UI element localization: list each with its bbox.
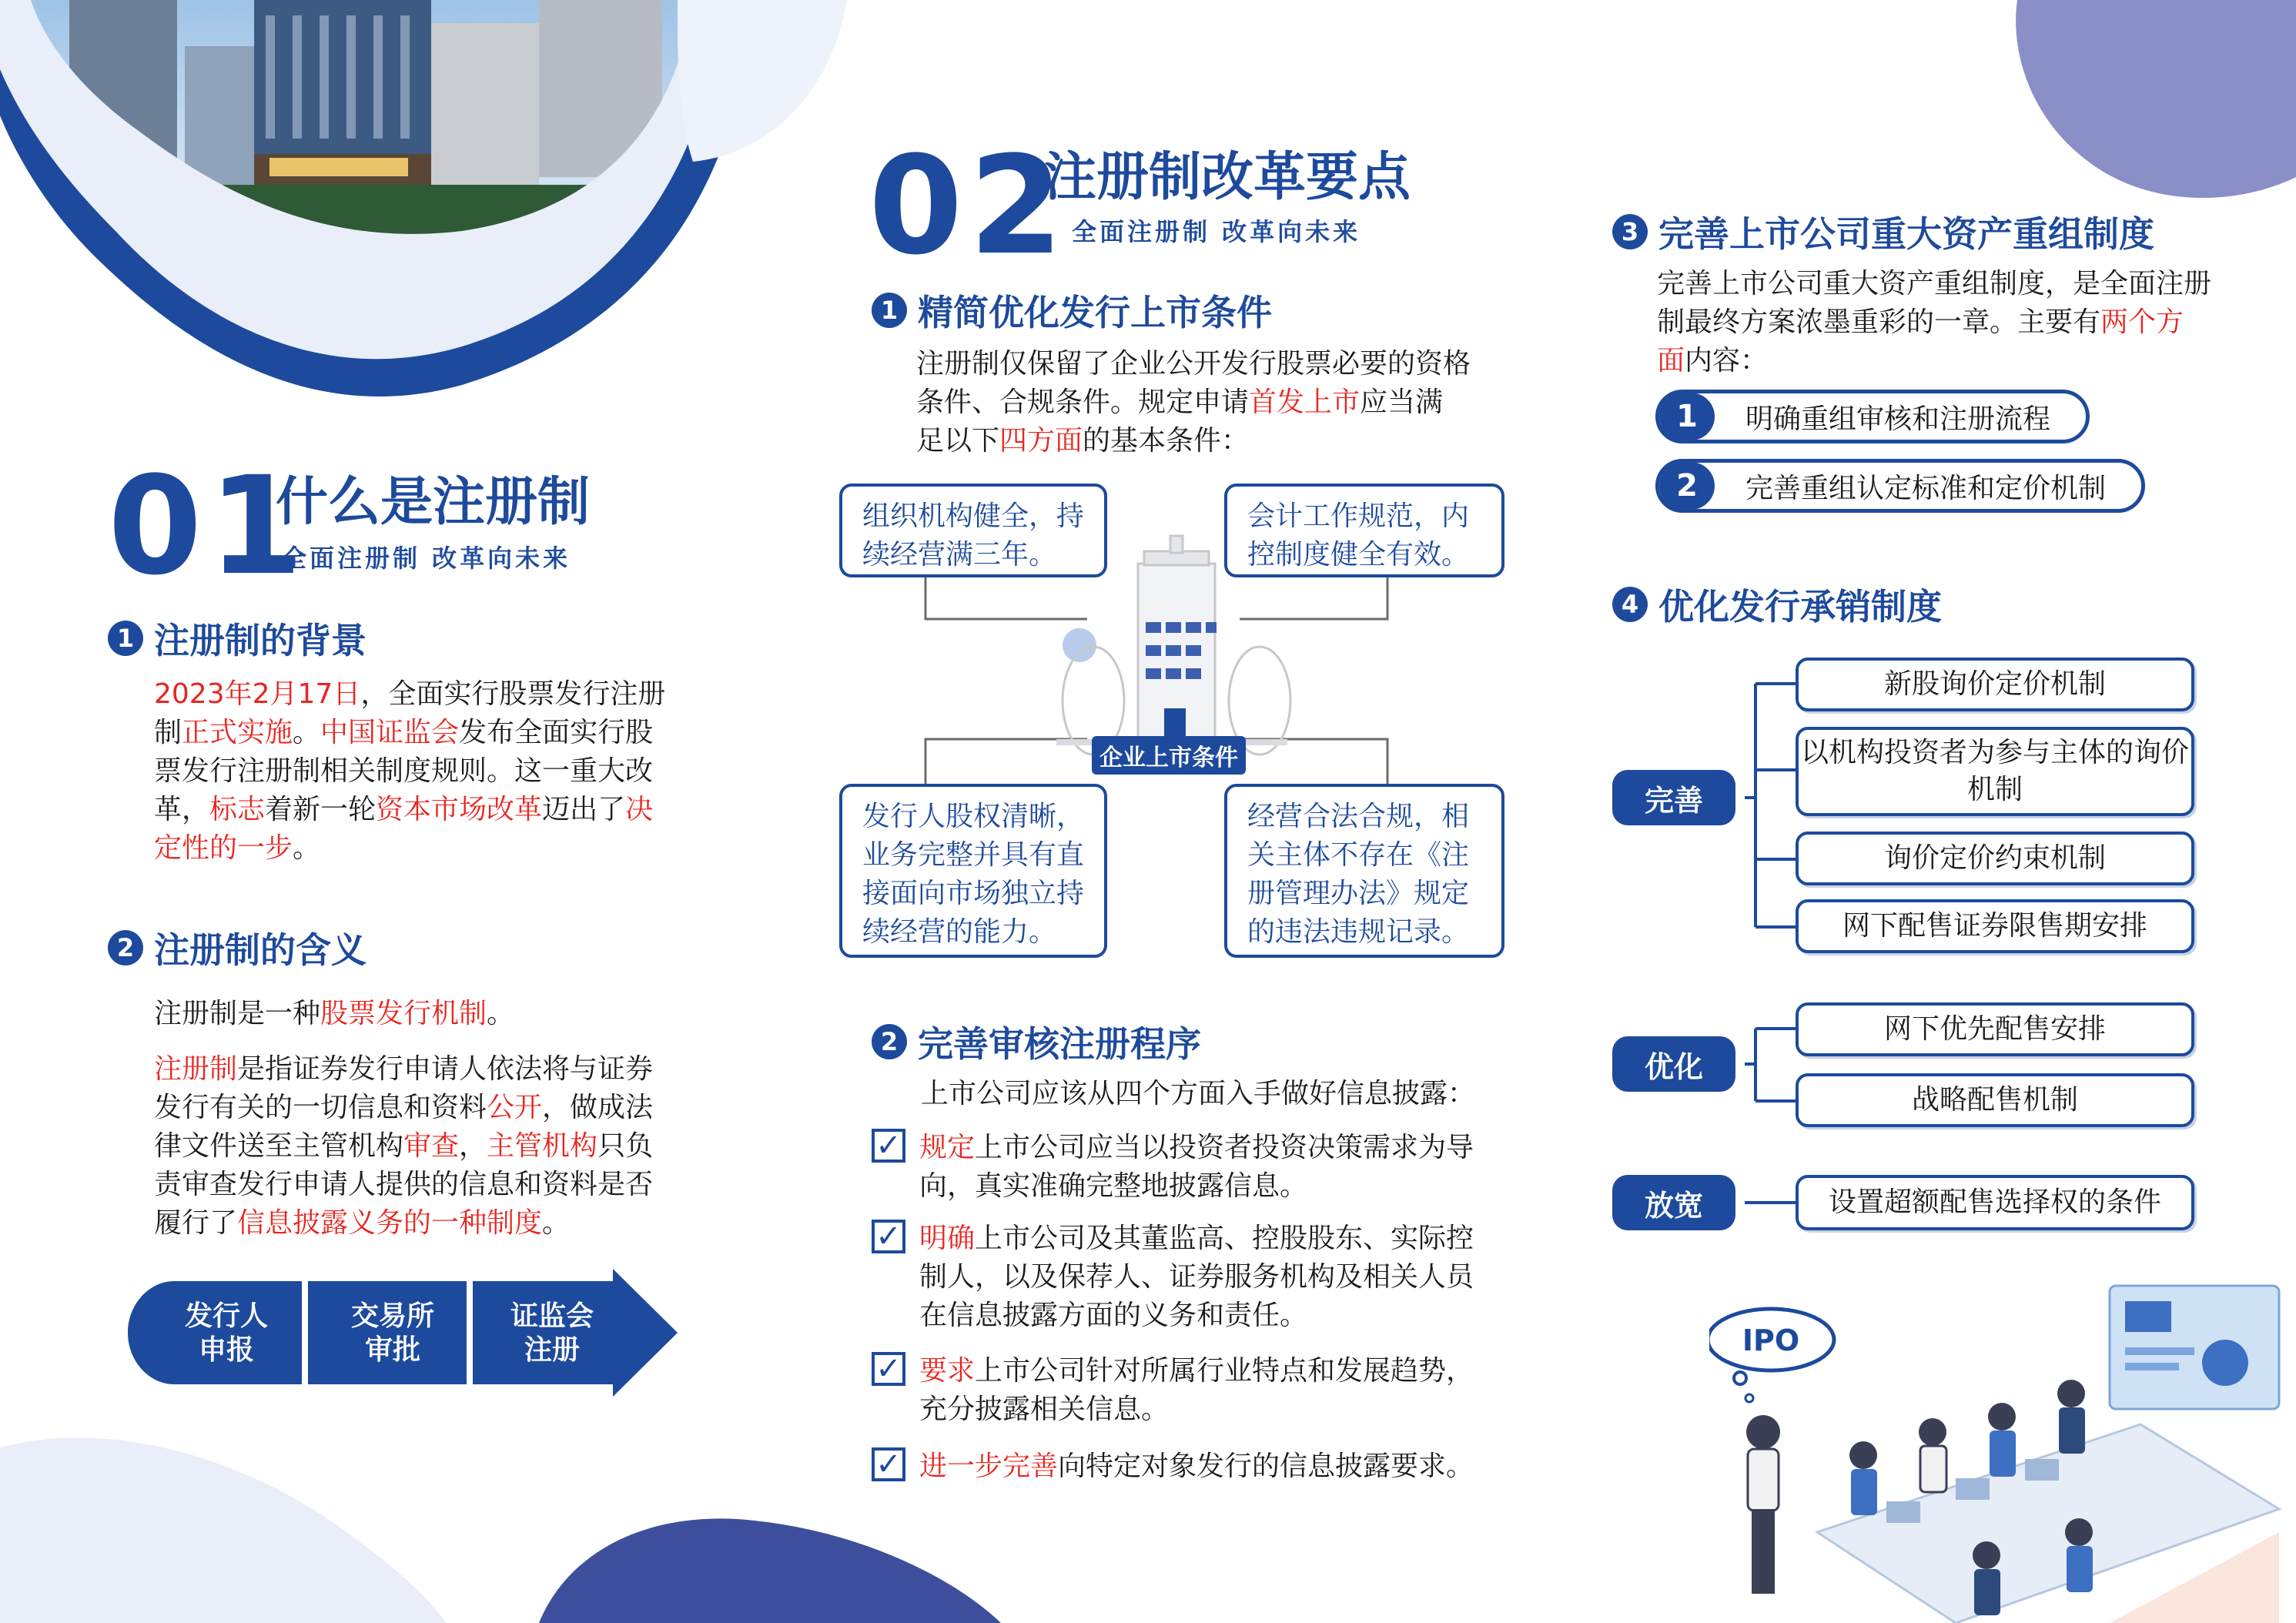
option-box: 设置超额配售选择权的条件: [1796, 1175, 2194, 1230]
review-item-text: [919, 1220, 1488, 1335]
heading-text: 优化发行承销制度: [1658, 586, 1942, 627]
heading-conditions: [872, 285, 1272, 336]
flow-step-3: [471, 1300, 633, 1367]
text: 。: [487, 998, 515, 1029]
section-subtitle-02: 全面注册制 改革向未来: [1072, 217, 1361, 246]
heading-background: [108, 613, 366, 664]
red-text: 信息披露义务的一种制度: [237, 1207, 543, 1239]
condition-box-4: 经营合法合规，相关主体不存在《注册管理办法》规定的违法违规记录。: [1224, 784, 1504, 958]
red-text: 2023年2月17日: [154, 678, 361, 710]
option-box: 战略配售机制: [1796, 1073, 2194, 1127]
flow-step-line: 注册: [524, 1334, 580, 1366]
text: 向特定对象发行的信息披露要求。: [1058, 1451, 1474, 1482]
text: 上市公司及其董监高、控股股东、实际控制人，以及保荐人、证券服务机构及相关人员在信息披露方面的义务和责任。: [919, 1223, 1474, 1331]
item-number: 2: [1659, 462, 1715, 510]
category-label-improve: 完善: [1612, 770, 1735, 825]
text: 迈出了: [542, 794, 626, 825]
text: 只负责审查发行申请人提供的信息和资料是否履行了: [154, 1130, 654, 1239]
review-item-1: [872, 1129, 1488, 1206]
text: 着新一轮: [265, 794, 377, 825]
restructure-item-2: [1655, 459, 2145, 513]
condition-box-3: 发行人股权清晰，业务完整并具有直接面向市场独立持续经营的能力。: [839, 784, 1107, 958]
text: 。: [293, 832, 321, 864]
heading-text: 精简优化发行上市条件: [918, 292, 1272, 333]
text: ，全面实行股票发行注册制: [154, 678, 666, 748]
number-badge: 1: [872, 293, 907, 328]
review-intro: 上市公司应该从四个方面入手做好信息披露：: [921, 1078, 1476, 1109]
number-badge: 2: [108, 930, 143, 965]
review-item-text: [919, 1352, 1488, 1429]
red-text: 首发上市: [1249, 387, 1361, 418]
red-text: 公开: [487, 1092, 543, 1123]
red-text: 中国证监会: [320, 717, 460, 748]
heading-underwriting: [1612, 579, 1942, 630]
number-badge: 2: [872, 1024, 907, 1059]
red-text: 资本市场改革: [376, 794, 543, 825]
red-text: 明确: [919, 1223, 976, 1254]
category-label-optimize: 优化: [1612, 1036, 1735, 1092]
text: 发布全面实行股票发行注册制相关制度规则。这一重大改革，: [154, 717, 654, 825]
red-text: 进一步完善: [919, 1451, 1059, 1482]
heading-text: 完善审核注册程序: [918, 1023, 1201, 1065]
review-item-text: [919, 1129, 1488, 1206]
section-number-01: 01: [108, 447, 309, 605]
number-badge: 3: [1612, 214, 1648, 249]
flow-step-line: 申报: [198, 1334, 254, 1366]
section-number-02: 02: [869, 127, 1069, 285]
center-label: 企业上市条件: [1092, 736, 1246, 775]
review-item-text: [919, 1447, 1474, 1486]
text: ，: [459, 1130, 487, 1162]
meaning-line: [154, 995, 678, 1033]
meaning-paragraph: [154, 1050, 678, 1243]
restructure-item-1: [1655, 390, 2090, 443]
condition-box-1: 组织机构健全，持续经营满三年。: [839, 484, 1107, 577]
text: 完善上市公司重大资产重组制度，是全面注册制最终方案浓墨重彩的一章。主要有: [1657, 268, 2212, 338]
option-box: 网下优先配售安排: [1796, 1002, 2194, 1056]
option-box: 网下配售证券限售期安排: [1796, 899, 2194, 953]
checkbox-icon: ✓: [872, 1352, 905, 1386]
number-badge: 4: [1612, 587, 1648, 622]
item-number: 1: [1659, 393, 1715, 440]
ipo-meeting-illustration: [1709, 1278, 2296, 1623]
text: 内容：: [1685, 345, 1769, 376]
red-text: 股票发行机制: [320, 998, 487, 1029]
option-box: 以机构投资者为参与主体的询价机制: [1796, 727, 2194, 816]
flow-step-line: 交易所: [350, 1300, 434, 1332]
category-label-relax: 放宽: [1612, 1175, 1735, 1230]
heading-text: 注册制的背景: [154, 620, 366, 661]
background-paragraph: [154, 675, 678, 868]
flow-step-2: [310, 1300, 476, 1367]
text: 。: [542, 1207, 571, 1239]
text: 注册制是一种: [154, 998, 321, 1029]
flow-step-1: [143, 1300, 310, 1367]
section-title-02: 注册制改革要点: [1044, 146, 1411, 208]
text: 注册制仅保留了企业公开发行股票必要的资格条件、合规条件。规定申请: [916, 348, 1471, 418]
checkbox-icon: ✓: [872, 1220, 905, 1253]
text: 的基本条件：: [1083, 425, 1250, 457]
checkbox-icon: ✓: [872, 1447, 905, 1481]
red-text: 决定性的一步: [154, 794, 654, 864]
restructure-paragraph: [1657, 265, 2211, 380]
section-subtitle-01: 全面注册制 改革向未来: [282, 544, 571, 573]
text: 应当满足以下: [916, 387, 1444, 457]
red-text: 审查: [403, 1130, 460, 1162]
red-text: 注册制: [154, 1053, 238, 1085]
number-badge: 1: [108, 621, 143, 656]
text: 上市公司应当以投资者投资决策需求为导向，真实准确完整地披露信息。: [919, 1132, 1474, 1202]
flow-step-line: 发行人: [184, 1300, 268, 1332]
item-text: 完善重组认定标准和定价机制: [1745, 472, 2107, 504]
ipo-text: IPO: [1742, 1323, 1800, 1357]
red-text: 四方面: [999, 425, 1083, 457]
item-text: 明确重组审核和注册流程: [1745, 403, 2051, 435]
red-text: 要求: [919, 1355, 976, 1387]
flow-step-line: 证监会: [510, 1300, 594, 1332]
text: 上市公司针对所属行业特点和发展趋势，充分披露相关信息。: [919, 1355, 1474, 1425]
heading-text: 注册制的含义: [154, 929, 366, 971]
red-text: 主管机构: [487, 1130, 598, 1162]
condition-box-2: 会计工作规范，内控制度健全有效。: [1224, 484, 1504, 577]
option-box: 新股询价定价机制: [1796, 658, 2194, 711]
text: ，做成法律文件送至主管机构: [154, 1092, 654, 1162]
heading-meaning: [108, 922, 366, 973]
red-text: 两个方面: [1657, 306, 2184, 376]
red-text: 正式实施: [182, 717, 293, 748]
option-box: 询价定价约束机制: [1796, 832, 2194, 885]
conditions-paragraph: [916, 345, 1471, 460]
review-item-3: [872, 1352, 1488, 1429]
review-item-4: [872, 1447, 1488, 1486]
red-text: 标志: [209, 794, 266, 825]
section-title-01: 什么是注册制: [276, 471, 591, 533]
heading-review: [872, 1016, 1201, 1067]
checkbox-icon: ✓: [872, 1129, 905, 1163]
heading-text: 完善上市公司重大资产重组制度: [1658, 213, 2154, 255]
text: 。: [293, 717, 321, 748]
review-item-2: [872, 1220, 1488, 1335]
red-text: 规定: [919, 1132, 976, 1163]
heading-restructure: [1612, 206, 2154, 257]
text: 是指证券发行申请人依法将与证券发行有关的一切信息和资料: [154, 1053, 654, 1123]
flow-step-line: 审批: [364, 1334, 420, 1366]
